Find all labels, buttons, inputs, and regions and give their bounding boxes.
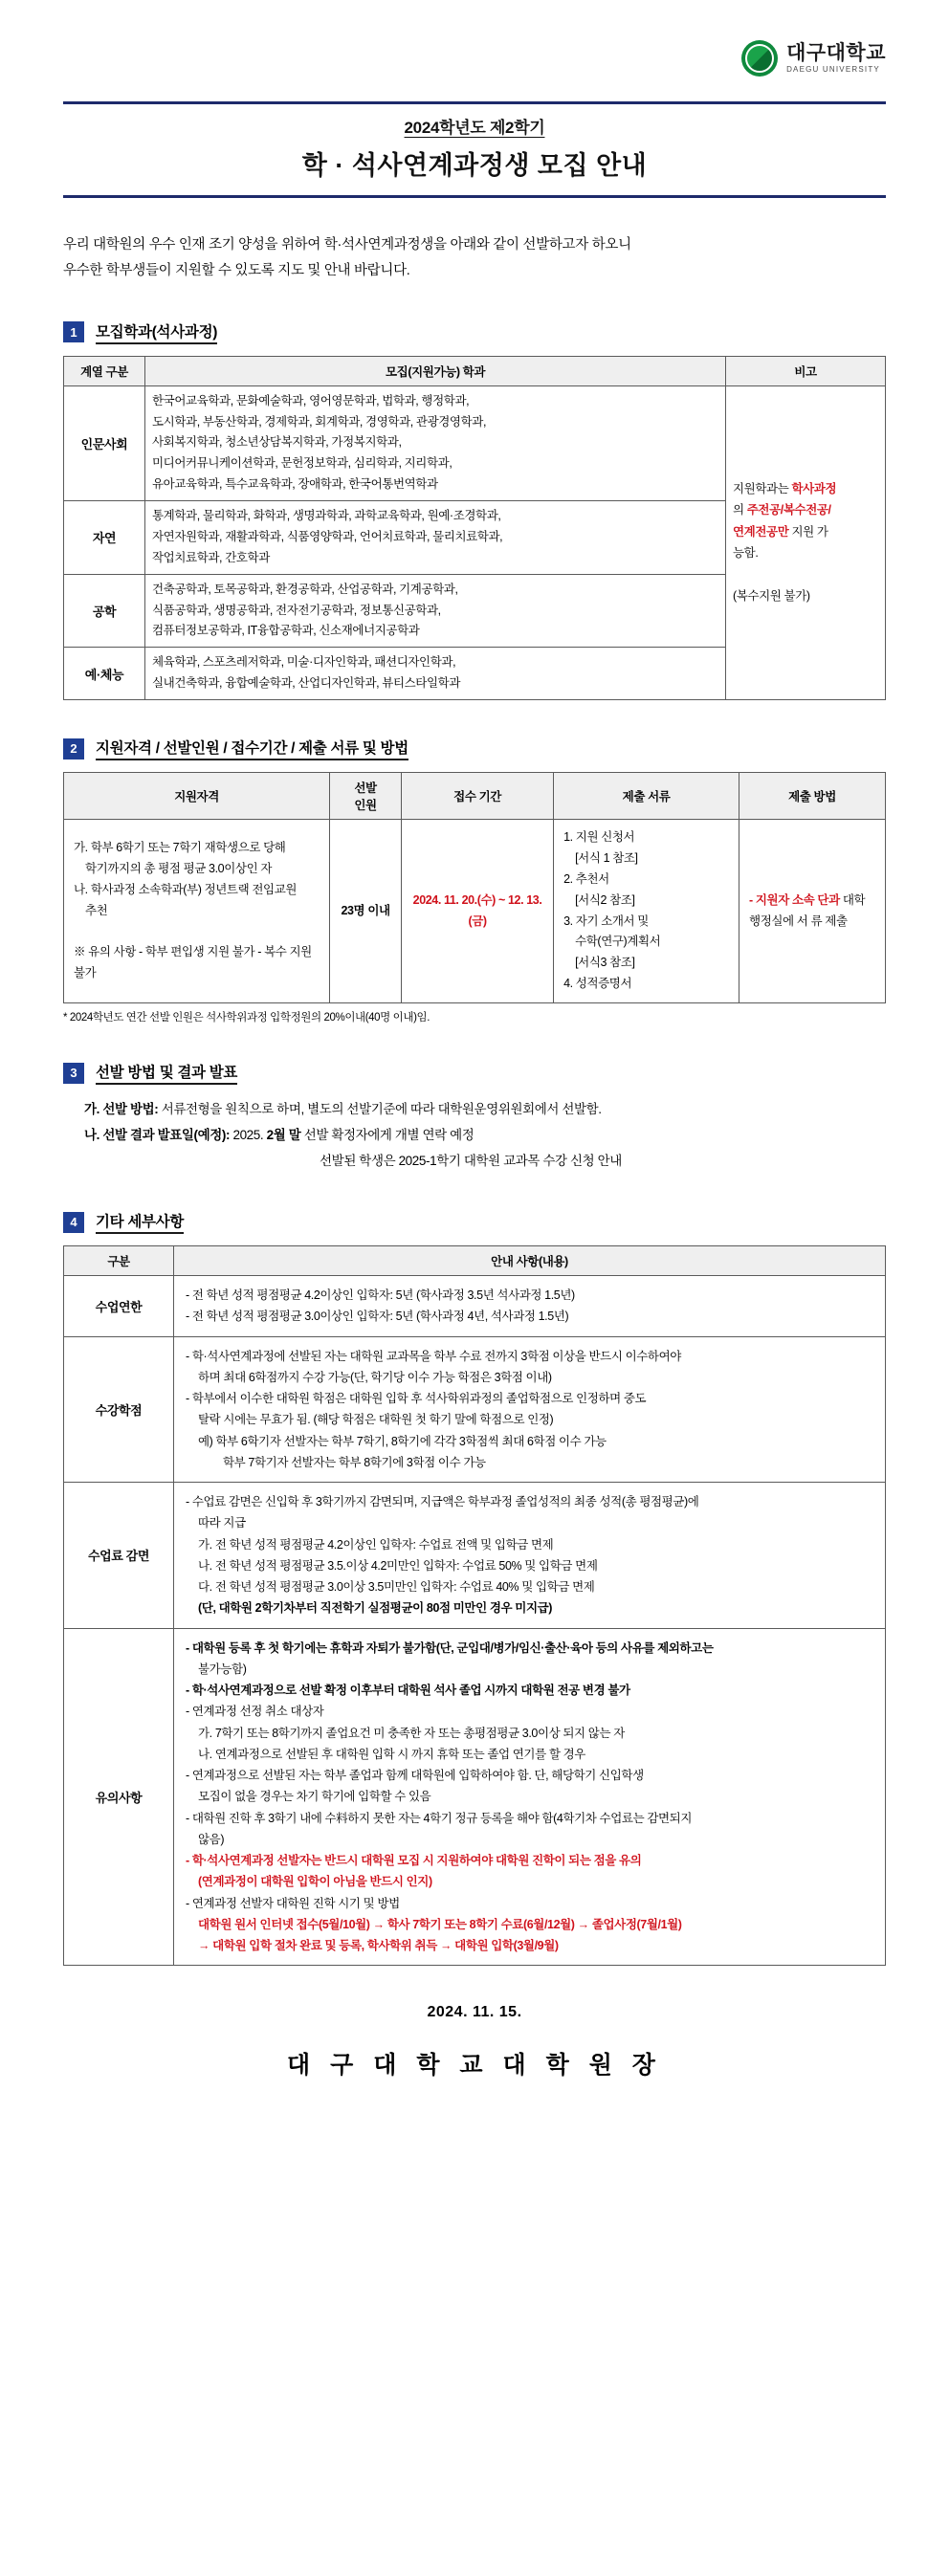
caution-line: - 학부 편입생 지원 불가 (139, 945, 255, 959)
detail-line: - 연계과정 선정 취소 대상자 (186, 1705, 324, 1719)
qualification-cell (64, 820, 330, 1003)
document-signature: 대 구 대 학 교 대 학 원 장 (287, 2052, 662, 2080)
table2-footnote: * 2024학년도 연간 선발 인원은 석사학위과정 입학정원의 20%이내(40명 이내)임. (63, 1012, 430, 1024)
detail-line: 탈락 시에는 무효가 됨. (해당 학점은 대학원 첫 학기 말에 학점으로 인정) (198, 1413, 554, 1427)
method-line: 류 제출 (810, 914, 848, 928)
note-text: 지원학과는 (733, 481, 792, 495)
detail-line: - 학부에서 이수한 대학원 학점은 대학원 입학 후 석사학위과정의 졸업학점으로 인정하며 중도 (186, 1392, 647, 1405)
qualification-line: 학기까지의 총 평점 평균 3.0이상인 자 (85, 861, 272, 875)
doc-line: 2. 추천서 (563, 871, 609, 886)
period-start: 2024. 11. 20.(수) (412, 892, 496, 907)
detail-line: 불가능함) (198, 1662, 247, 1676)
selection-result-line (84, 1122, 886, 1148)
doc-line: [서식3 참조] (575, 956, 635, 970)
section-number-2: 2 (63, 738, 84, 760)
table-row (64, 820, 886, 1003)
table-row (64, 1628, 886, 1966)
selection-count-cell (330, 820, 402, 1003)
detail-line: - 대학원 진학 후 3학기 내에 수料하지 못한 자는 4학기 정규 등록을 해야 함(4학기차 수업료는 감면되지 (186, 1811, 693, 1825)
caution-line: ※ 유의 사항 (74, 945, 136, 959)
logo-emblem-icon (741, 40, 778, 77)
selection-result-month: 2월 말 (266, 1128, 301, 1142)
note-text: (복수지원 불가) (733, 589, 810, 604)
section-title-3: 선발 방법 및 결과 발표 (96, 1061, 237, 1085)
col-note: 비고 (726, 356, 886, 385)
dept-line: 도시학과, 부동산학과, 경제학과, 회계학과, 경영학과, 관광경영학과, (152, 414, 487, 429)
dept-line: 자연자원학과, 재활과학과, 식품영양학과, 언어치료학과, 물리치료학과, (152, 529, 503, 543)
detail-line: - 학·석사연계과정으로 선발 확정 이후부터 대학원 석사 졸업 시까지 대학원 전공 변경 불가 (186, 1684, 630, 1697)
detail-label-caution: 유의사항 (64, 1628, 174, 1966)
note-text: 능함. (733, 546, 759, 561)
detail-line: - 학·석사연계과정 선발자는 반드시 대학원 모집 시 지원하여야 대학원 진학이 되는 점을 유의 (186, 1854, 642, 1867)
table-row (64, 1483, 886, 1629)
detail-line: - 연계과정으로 선발된 자는 학부 졸업과 함께 대학원에 입학하여야 함. 단, 해당학기 신입학생 (186, 1769, 644, 1782)
col-documents: 제출 서류 (554, 773, 739, 820)
col-period: 접수 기간 (402, 773, 554, 820)
detail-line: - 수업료 감면은 신입학 후 3학기까지 감면되며, 지급액은 학부과정 졸업성적의 최종 성적(총 평점평균)에 (186, 1495, 699, 1508)
intro-line-1: 우리 대학원의 우수 인재 조기 양성을 위하여 학·석사연계과정생을 아래와 같이 선발하고자 하오니 (63, 237, 631, 253)
section-title-4: 기타 세부사항 (96, 1210, 184, 1234)
detail-line: - 학·석사연계과정에 선발된 자는 대학원 교과목을 학부 수료 전까지 3학점 이상을 반드시 이수하여야 (186, 1349, 681, 1363)
method-line: - 지원자 소속 단과 (749, 892, 840, 907)
detail-line: 학부 7학기자 선발자는 학부 8학기에 3학점 이수 가능 (223, 1455, 486, 1469)
detail-content-credits (174, 1336, 886, 1483)
category-humanities: 인문사회 (64, 385, 145, 500)
application-table (63, 772, 886, 1003)
qualification-line: 가. 학부 6학기 또는 7학기 재학생으로 당해 (74, 840, 286, 854)
detail-line: 따라 지급 (198, 1516, 246, 1530)
doc-line: 3. 자기 소개서 및 (563, 914, 649, 928)
selection-result-label: 나. 선발 결과 발표일(예정): (84, 1128, 231, 1142)
note-highlight: 연계전공만 (733, 524, 789, 539)
table-header-row (64, 773, 886, 820)
detail-label-credits: 수강학점 (64, 1336, 174, 1483)
category-arts: 예·체능 (64, 648, 145, 700)
section-title-2: 지원자격 / 선발인원 / 접수기간 / 제출 서류 및 방법 (96, 737, 408, 760)
detail-line: 다. 전 학년 성적 평점평균 3.0이상 3.5미만인 입학자: 수업료 40% 및 입학금 면제 (198, 1580, 595, 1594)
detail-line: - 연계과정 선발자 대학원 진학 시기 및 방법 (186, 1896, 400, 1910)
detail-line: → 대학원 입학 절차 완료 및 등록, 학사학위 취득 → 대학원 입학(3월/9월) (198, 1939, 559, 1952)
dept-line: 통계학과, 물리학과, 화학과, 생명과학과, 과학교육학과, 원예·조경학과, (152, 509, 501, 522)
qualification-line: 추천 (85, 903, 108, 917)
majors-table (63, 356, 886, 700)
detail-line: (단, 대학원 2학기차부터 직전학기 실점평균이 80점 미만인 경우 미지급) (198, 1601, 553, 1616)
category-natural: 자연 (64, 501, 145, 575)
detail-content-caution (174, 1628, 886, 1966)
period-end: ~ 12. 13.(금) (468, 892, 542, 928)
selection-result-text: 2025. (230, 1128, 267, 1142)
logo-text (786, 43, 886, 74)
dept-line: 미디어커뮤니케이션학과, 문헌정보학과, 심리학과, 지리학과, (152, 456, 452, 471)
detail-content-duration (174, 1276, 886, 1337)
count-value: 23명 (341, 903, 365, 917)
detail-line: 나. 전 학년 성적 평점평균 3.5.이상 4.2미만인 입학자: 수업료 50% 및 입학금 면제 (198, 1558, 598, 1573)
document-date: 2024. 11. 15. (427, 2004, 522, 2021)
detail-content-tuition (174, 1483, 886, 1629)
note-text: 의 (733, 503, 747, 517)
selection-method-line (84, 1096, 886, 1122)
selection-method-body (84, 1096, 886, 1174)
departments-engineering (145, 574, 726, 648)
table-row (64, 385, 886, 500)
selection-course-line: 선발된 학생은 2025-1학기 대학원 교과목 수강 신청 안내 (320, 1154, 622, 1168)
departments-humanities (145, 385, 726, 500)
dept-line: 건축공학과, 토목공학과, 환경공학과, 산업공학과, 기계공학과, (152, 582, 458, 596)
detail-line: 모집이 없을 경우는 차기 학기에 입학할 수 있음 (198, 1790, 431, 1804)
departments-arts (145, 648, 726, 700)
section-heading-1 (63, 320, 949, 344)
detail-line: 예) 학부 6학기자 선발자는 학부 7학기, 8학기에 각각 3학점씩 최대 6학점 이수 가능 (198, 1434, 607, 1448)
intro-paragraph (63, 232, 886, 284)
document-title-block (63, 101, 886, 198)
title-subheading: 2024학년도 제2학기 (404, 119, 545, 137)
selection-result-tail: 선발 확정자에게 개별 연락 예정 (300, 1128, 474, 1142)
col-detail-content: 안내 사항(내용) (174, 1246, 886, 1276)
section-heading-2 (63, 737, 949, 760)
section-number-1: 1 (63, 321, 84, 342)
detail-line: 하며 최대 6학점까지 수강 가능(단, 학기당 이수 가능 학점은 3학점 이내) (198, 1370, 552, 1384)
selection-method-text: 서류전형을 원칙으로 하며, 별도의 선발기준에 따라 대학원운영위원회에서 선발함. (158, 1102, 602, 1116)
departments-natural (145, 501, 726, 575)
count-limit: 이내 (367, 903, 390, 917)
selection-method-label: 가. 선발 방법: (84, 1102, 159, 1116)
detail-line: 나. 연계과정으로 선발된 후 대학원 입학 시 까지 휴학 또는 졸업 연기를 할 경우 (198, 1747, 585, 1761)
method-cell (739, 820, 886, 1003)
section-heading-4 (63, 1210, 949, 1234)
detail-line: - 전 학년 성적 평점평균 3.0이상인 입학자: 5년 (학사과정 4년, 석사과정 1.5년) (186, 1310, 569, 1324)
caution-line: - 복수 지원 불가 (74, 945, 312, 980)
dept-line: 컴퓨터정보공학과, IT융합공학과, 신소재에너지공학과 (152, 624, 420, 638)
doc-line: [서식 1 참조] (575, 850, 638, 865)
dept-line: 작업치료학과, 간호학과 (152, 550, 270, 564)
note-text: 지원 가 (788, 524, 828, 539)
page-title: 학 · 석사연계과정생 모집 안내 (301, 151, 648, 180)
qualification-line: 나. 학사과정 소속학과(부) 정년트랙 전임교원 (74, 882, 298, 896)
note-highlight: 주전공/복수전공/ (746, 503, 831, 517)
col-category: 계열 구분 (64, 356, 145, 385)
col-departments: 모집(지원가능) 학과 (145, 356, 726, 385)
col-detail-category: 구분 (64, 1246, 174, 1276)
logo-name-ko: 대구대학교 (786, 41, 886, 64)
detail-line: 않음) (198, 1832, 225, 1846)
section-title-1: 모집학과(석사과정) (96, 320, 217, 344)
period-cell (402, 820, 554, 1003)
dept-line: 실내건축학과, 융합예술학과, 산업디자인학과, 뷰티스타일학과 (152, 676, 460, 691)
documents-cell (554, 820, 739, 1003)
detail-line: 가. 7학기 또는 8학기까지 졸업요건 미 충족한 자 또는 총평점평균 3.0이상 되지 않는 자 (198, 1726, 625, 1740)
note-highlight: 학사과정 (791, 481, 837, 495)
logo-name-en: DAEGU UNIVERSITY (786, 64, 880, 74)
university-logo (0, 0, 949, 77)
details-table (63, 1245, 886, 1966)
section-number-3: 3 (63, 1063, 84, 1084)
table-row (64, 1336, 886, 1483)
section-number-4: 4 (63, 1212, 84, 1233)
doc-line: 4. 성적증명서 (563, 977, 632, 991)
intro-line-2: 우수한 학부생들이 지원할 수 있도록 지도 및 안내 바랍니다. (63, 262, 410, 278)
table-row (64, 1276, 886, 1337)
table-header-row (64, 1246, 886, 1276)
col-qualification: 지원자격 (64, 773, 330, 820)
col-submission-method: 제출 방법 (739, 773, 886, 820)
dept-line: 한국어교육학과, 문화예술학과, 영어영문학과, 법학과, 행정학과, (152, 393, 470, 407)
detail-label-tuition: 수업료 감면 (64, 1483, 174, 1629)
detail-line: (연계과정이 대학원 입학이 아님을 반드시 인지) (198, 1875, 432, 1889)
doc-line: 수학(연구)계획서 (575, 935, 661, 949)
doc-line: 1. 지원 신청서 (563, 830, 635, 844)
dept-line: 사회복지학과, 청소년상담복지학과, 가정복지학과, (152, 435, 402, 450)
detail-line: - 전 학년 성적 평점평균 4.2이상인 입학자: 5년 (학사과정 3.5년 석사과정 1.5년) (186, 1288, 575, 1302)
category-engineering: 공학 (64, 574, 145, 648)
table-header-row (64, 356, 886, 385)
detail-line: 대학원 원서 인터넷 접수(5월/10월) → 학사 7학기 또는 8학기 수료(6월/12월) → 졸업사정(7월/1월) (198, 1917, 682, 1931)
detail-line: - 대학원 등록 후 첫 학기에는 휴학과 자퇴가 불가함(단, 군입대/병가/임신·출산·육아 등의 사유를 제외하고는 (186, 1640, 714, 1655)
dept-line: 체육학과, 스포츠레저학과, 미술·디자인학과, 패션디자인학과, (152, 655, 456, 670)
dept-line: 식품공학과, 생명공학과, 전자전기공학과, 정보통신공학과, (152, 603, 441, 617)
method-line: 대학 행정실에 서 (749, 892, 866, 928)
detail-label-duration: 수업연한 (64, 1276, 174, 1337)
detail-line: 가. 전 학년 성적 평점평균 4.2이상인 입학자: 수업료 전액 및 입학금 면제 (198, 1537, 554, 1552)
section-heading-3 (63, 1061, 949, 1085)
dept-line: 유아교육학과, 특수교육학과, 장애학과, 한국어통번역학과 (152, 477, 438, 492)
doc-line: [서식2 참조] (575, 892, 635, 907)
note-cell (726, 385, 886, 699)
col-count: 선발 인원 (330, 773, 402, 820)
